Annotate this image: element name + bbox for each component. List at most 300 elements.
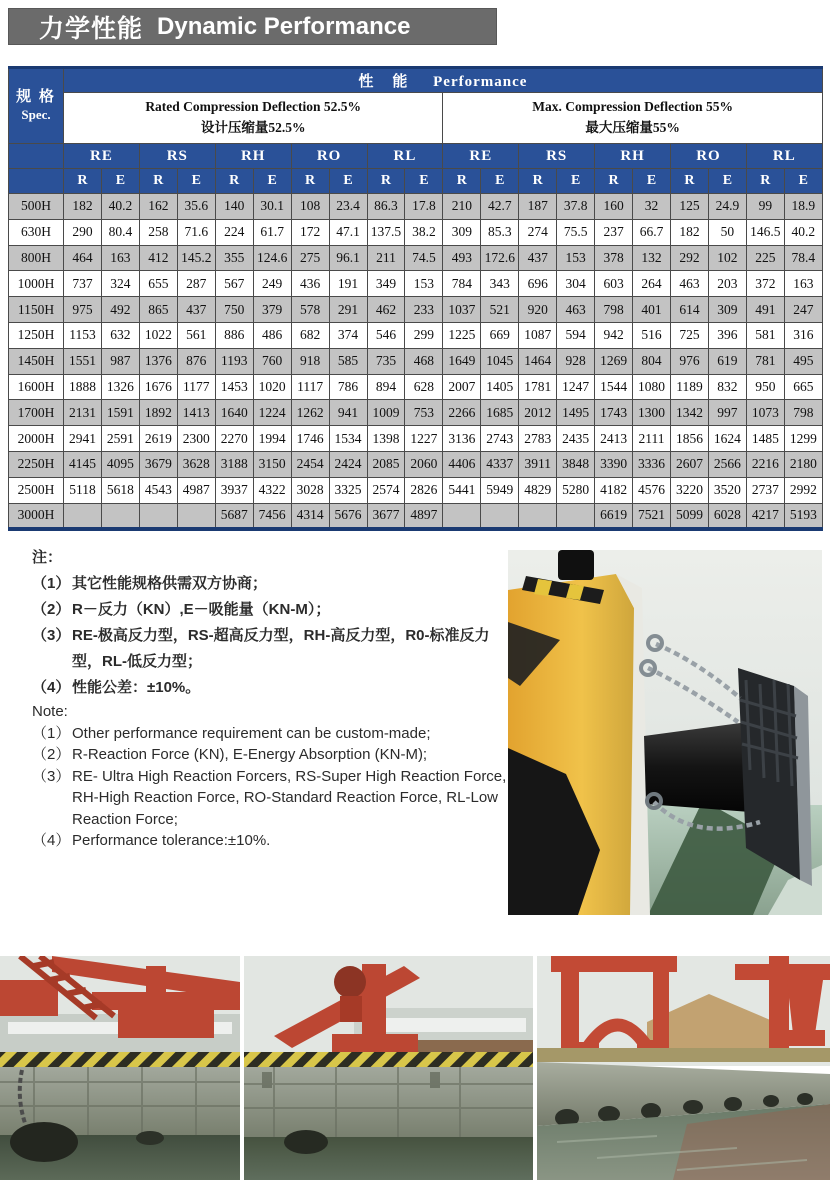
value-cell: 1624 — [708, 426, 746, 452]
value-cell: 436 — [291, 271, 329, 297]
sub-header-e: E — [784, 169, 822, 194]
value-cell: 2992 — [784, 477, 822, 503]
spec-header: 规 格 Spec. — [9, 68, 64, 144]
value-cell: 2266 — [443, 400, 481, 426]
value-cell: 1269 — [595, 348, 633, 374]
warehouse-windows — [366, 1018, 526, 1032]
value-cell: 40.2 — [784, 219, 822, 245]
spec-cell: 630H — [9, 219, 64, 245]
value-cell: 865 — [139, 297, 177, 323]
value-cell: 249 — [253, 271, 291, 297]
value-cell: 17.8 — [405, 194, 443, 220]
value-cell: 798 — [784, 400, 822, 426]
sub-header-r: R — [367, 169, 405, 194]
value-cell: 3679 — [139, 451, 177, 477]
value-cell — [139, 503, 177, 529]
value-cell: 735 — [367, 348, 405, 374]
value-cell: 581 — [746, 322, 784, 348]
value-cell — [481, 503, 519, 529]
value-cell: 211 — [367, 245, 405, 271]
sub-header-r: R — [291, 169, 329, 194]
value-cell: 50 — [708, 219, 746, 245]
value-cell: 3520 — [708, 477, 746, 503]
value-cell: 2424 — [329, 451, 367, 477]
value-cell: 516 — [633, 322, 671, 348]
value-cell: 578 — [291, 297, 329, 323]
value-cell: 1888 — [64, 374, 102, 400]
value-cell: 163 — [101, 245, 139, 271]
hazard-stripe-edge — [0, 1052, 240, 1067]
value-cell: 2085 — [367, 451, 405, 477]
value-cell: 66.7 — [633, 219, 671, 245]
value-cell: 3911 — [519, 451, 557, 477]
spec-cell: 1000H — [9, 271, 64, 297]
note-number: （1） — [32, 724, 71, 742]
value-cell: 125 — [671, 194, 709, 220]
page-title-en: Dynamic Performance — [157, 12, 411, 40]
value-cell: 316 — [784, 322, 822, 348]
value-cell: 2111 — [633, 426, 671, 452]
value-cell: 396 — [708, 322, 746, 348]
value-cell: 1262 — [291, 400, 329, 426]
value-cell: 6619 — [595, 503, 633, 529]
value-cell: 942 — [595, 322, 633, 348]
value-cell: 2060 — [405, 451, 443, 477]
value-cell: 132 — [633, 245, 671, 271]
value-cell: 2591 — [101, 426, 139, 452]
value-cell: 1464 — [519, 348, 557, 374]
value-cell: 753 — [405, 400, 443, 426]
value-cell: 163 — [784, 271, 822, 297]
note-item — [32, 830, 508, 852]
value-cell: 80.4 — [101, 219, 139, 245]
value-cell: 3325 — [329, 477, 367, 503]
value-cell: 4987 — [177, 477, 215, 503]
value-cell — [557, 503, 595, 529]
value-cell: 4314 — [291, 503, 329, 529]
value-cell: 928 — [557, 348, 595, 374]
value-cell: 3150 — [253, 451, 291, 477]
note-number: （2） — [32, 746, 71, 763]
value-cell: 1300 — [633, 400, 671, 426]
value-cell: 2454 — [291, 451, 329, 477]
value-cell: 4145 — [64, 451, 102, 477]
value-cell: 1177 — [177, 374, 215, 400]
spec-cell: 500H — [9, 194, 64, 220]
value-cell: 2941 — [64, 426, 102, 452]
value-cell: 594 — [557, 322, 595, 348]
value-cell: 798 — [595, 297, 633, 323]
note-number: （1） — [32, 575, 71, 592]
value-cell: 682 — [291, 322, 329, 348]
vessel-mast — [558, 550, 594, 580]
value-cell: 655 — [139, 271, 177, 297]
value-cell: 876 — [177, 348, 215, 374]
value-cell: 287 — [177, 271, 215, 297]
value-cell: 5280 — [557, 477, 595, 503]
spec-cell: 1600H — [9, 374, 64, 400]
value-cell: 146.5 — [746, 219, 784, 245]
value-cell: 567 — [215, 271, 253, 297]
value-cell: 32 — [633, 194, 671, 220]
type-header-rs-rated: RS — [139, 144, 215, 169]
spec-cell: 1700H — [9, 400, 64, 426]
value-cell: 492 — [101, 297, 139, 323]
value-cell: 997 — [708, 400, 746, 426]
type-header-row — [9, 144, 823, 169]
value-cell: 1994 — [253, 426, 291, 452]
value-cell: 1376 — [139, 348, 177, 374]
value-cell: 4897 — [405, 503, 443, 529]
type-header-re-max: RE — [443, 144, 519, 169]
value-cell: 210 — [443, 194, 481, 220]
page-title — [8, 8, 497, 45]
sub-header-e: E — [177, 169, 215, 194]
value-cell: 760 — [253, 348, 291, 374]
value-cell: 3188 — [215, 451, 253, 477]
crane-cable-spool — [334, 966, 366, 998]
value-cell: 1495 — [557, 400, 595, 426]
value-cell: 299 — [405, 322, 443, 348]
value-cell: 614 — [671, 297, 709, 323]
value-cell: 247 — [784, 297, 822, 323]
value-cell: 2826 — [405, 477, 443, 503]
notes-en-list — [28, 723, 508, 852]
spec-cell: 800H — [9, 245, 64, 271]
sub-header-r: R — [671, 169, 709, 194]
table-row — [9, 477, 823, 503]
value-cell: 30.1 — [253, 194, 291, 220]
value-cell: 153 — [405, 271, 443, 297]
value-cell: 102 — [708, 245, 746, 271]
value-cell: 585 — [329, 348, 367, 374]
note-text: Performance tolerance:±10%. — [72, 832, 271, 849]
value-cell: 124.6 — [253, 245, 291, 271]
value-cell: 4543 — [139, 477, 177, 503]
value-cell: 258 — [139, 219, 177, 245]
performance-header: 性 能 Performance — [64, 68, 823, 93]
value-cell: 1676 — [139, 374, 177, 400]
value-cell: 2783 — [519, 426, 557, 452]
note-item — [32, 623, 506, 675]
value-cell: 3848 — [557, 451, 595, 477]
sub-header-row — [9, 169, 823, 194]
value-cell: 781 — [746, 348, 784, 374]
value-cell: 264 — [633, 271, 671, 297]
sub-header-r: R — [746, 169, 784, 194]
value-cell: 191 — [329, 271, 367, 297]
table-row — [9, 271, 823, 297]
performance-table — [8, 66, 823, 531]
note-item — [32, 675, 506, 701]
spec-blank-cell — [9, 169, 64, 194]
sub-header-e: E — [101, 169, 139, 194]
value-cell: 1892 — [139, 400, 177, 426]
table-row — [9, 245, 823, 271]
value-cell: 237 — [595, 219, 633, 245]
value-cell: 437 — [519, 245, 557, 271]
value-cell: 2131 — [64, 400, 102, 426]
value-cell: 2300 — [177, 426, 215, 452]
note-item — [32, 744, 508, 766]
value-cell: 486 — [253, 322, 291, 348]
value-cell: 1405 — [481, 374, 519, 400]
value-cell: 3677 — [367, 503, 405, 529]
page-title-zh: 力学性能 — [39, 14, 144, 43]
value-cell: 75.5 — [557, 219, 595, 245]
value-cell: 1685 — [481, 400, 519, 426]
value-cell: 108 — [291, 194, 329, 220]
value-cell: 950 — [746, 374, 784, 400]
sub-header-e: E — [557, 169, 595, 194]
value-cell: 309 — [443, 219, 481, 245]
value-cell: 5441 — [443, 477, 481, 503]
table-row — [9, 451, 823, 477]
notes-zh-heading: 注： — [32, 549, 63, 566]
value-cell: 987 — [101, 348, 139, 374]
value-cell: 464 — [64, 245, 102, 271]
dock-photo-3 — [537, 956, 830, 1180]
value-cell: 463 — [557, 297, 595, 323]
value-cell: 18.9 — [784, 194, 822, 220]
value-cell: 976 — [671, 348, 709, 374]
dock-photo-1-graphic — [0, 956, 240, 1180]
value-cell: 920 — [519, 297, 557, 323]
group-header-max: Max. Compression Deflection 55% 最大压缩量55% — [443, 93, 822, 144]
value-cell — [443, 503, 481, 529]
notes-zh-list — [28, 571, 506, 701]
type-header-ro-max: RO — [671, 144, 747, 169]
value-cell: 172 — [291, 219, 329, 245]
value-cell: 2180 — [784, 451, 822, 477]
value-cell: 2737 — [746, 477, 784, 503]
spec-cell: 3000H — [9, 503, 64, 529]
value-cell: 6028 — [708, 503, 746, 529]
spec-cell: 1150H — [9, 297, 64, 323]
value-cell: 1640 — [215, 400, 253, 426]
value-cell: 182 — [671, 219, 709, 245]
sub-header-r: R — [64, 169, 102, 194]
sub-header-r: R — [443, 169, 481, 194]
value-cell: 85.3 — [481, 219, 519, 245]
value-cell: 1225 — [443, 322, 481, 348]
value-cell: 160 — [595, 194, 633, 220]
value-cell: 233 — [405, 297, 443, 323]
value-cell: 975 — [64, 297, 102, 323]
spec-cell: 2500H — [9, 477, 64, 503]
value-cell: 5676 — [329, 503, 367, 529]
value-cell: 4576 — [633, 477, 671, 503]
spec-blank-cell — [9, 144, 64, 169]
value-cell: 153 — [557, 245, 595, 271]
note-number: （4） — [32, 679, 71, 696]
value-cell: 2012 — [519, 400, 557, 426]
value-cell: 804 — [633, 348, 671, 374]
value-cell: 38.2 — [405, 219, 443, 245]
value-cell: 2270 — [215, 426, 253, 452]
table-row — [9, 348, 823, 374]
value-cell: 2435 — [557, 426, 595, 452]
dock-photo-3-graphic — [537, 956, 830, 1180]
sub-header-e: E — [253, 169, 291, 194]
value-cell: 3336 — [633, 451, 671, 477]
note-item — [32, 723, 508, 745]
spec-cell: 1450H — [9, 348, 64, 374]
value-cell: 1743 — [595, 400, 633, 426]
value-cell: 918 — [291, 348, 329, 374]
value-cell: 137.5 — [367, 219, 405, 245]
dock-photo-2-graphic — [244, 956, 533, 1180]
note-text: 性能公差：±10%。 — [72, 679, 201, 696]
value-cell: 632 — [101, 322, 139, 348]
value-cell: 378 — [595, 245, 633, 271]
sub-header-e: E — [481, 169, 519, 194]
value-cell: 1080 — [633, 374, 671, 400]
value-cell: 669 — [481, 322, 519, 348]
value-cell: 23.4 — [329, 194, 367, 220]
value-cell — [64, 503, 102, 529]
value-cell: 462 — [367, 297, 405, 323]
value-cell: 1227 — [405, 426, 443, 452]
value-cell: 4182 — [595, 477, 633, 503]
value-cell: 5099 — [671, 503, 709, 529]
value-cell: 86.3 — [367, 194, 405, 220]
sub-header-e: E — [329, 169, 367, 194]
value-cell: 725 — [671, 322, 709, 348]
sub-header-r: R — [595, 169, 633, 194]
value-cell: 274 — [519, 219, 557, 245]
sub-header-r: R — [519, 169, 557, 194]
type-header-rh-rated: RH — [215, 144, 291, 169]
value-cell: 47.1 — [329, 219, 367, 245]
value-cell: 1856 — [671, 426, 709, 452]
value-cell: 1193 — [215, 348, 253, 374]
value-cell: 1153 — [64, 322, 102, 348]
value-cell: 291 — [329, 297, 367, 323]
value-cell: 162 — [139, 194, 177, 220]
value-cell: 1020 — [253, 374, 291, 400]
value-cell: 1022 — [139, 322, 177, 348]
note-item — [32, 571, 506, 597]
value-cell: 1485 — [746, 426, 784, 452]
dock-fender — [10, 1122, 78, 1162]
value-cell: 1649 — [443, 348, 481, 374]
notes-english — [28, 701, 508, 852]
value-cell: 2007 — [443, 374, 481, 400]
value-cell: 1413 — [177, 400, 215, 426]
table-row — [9, 322, 823, 348]
value-cell: 437 — [177, 297, 215, 323]
value-cell — [101, 503, 139, 529]
value-cell: 78.4 — [784, 245, 822, 271]
value-cell: 1299 — [784, 426, 822, 452]
type-header-rs-max: RS — [519, 144, 595, 169]
value-cell: 40.2 — [101, 194, 139, 220]
value-cell: 2216 — [746, 451, 784, 477]
value-cell: 182 — [64, 194, 102, 220]
value-cell: 468 — [405, 348, 443, 374]
value-cell: 343 — [481, 271, 519, 297]
value-cell: 1045 — [481, 348, 519, 374]
value-cell: 304 — [557, 271, 595, 297]
value-cell: 1591 — [101, 400, 139, 426]
value-cell: 3390 — [595, 451, 633, 477]
note-item — [32, 597, 506, 623]
value-cell: 4322 — [253, 477, 291, 503]
dock-apron — [537, 1048, 830, 1062]
value-cell: 187 — [519, 194, 557, 220]
note-number: （4） — [32, 832, 71, 849]
note-text: 其它性能规格供需双方协商； — [72, 575, 268, 592]
value-cell: 4829 — [519, 477, 557, 503]
value-cell: 546 — [367, 322, 405, 348]
value-cell: 412 — [139, 245, 177, 271]
value-cell: 225 — [746, 245, 784, 271]
value-cell: 292 — [671, 245, 709, 271]
value-cell: 894 — [367, 374, 405, 400]
note-text: R－反力（KN）,E－吸能量（KN-M）； — [72, 601, 331, 618]
value-cell: 3220 — [671, 477, 709, 503]
type-header-ro-rated: RO — [291, 144, 367, 169]
value-cell: 5118 — [64, 477, 102, 503]
value-cell: 140 — [215, 194, 253, 220]
value-cell: 2619 — [139, 426, 177, 452]
notes-chinese — [28, 545, 506, 701]
value-cell: 203 — [708, 271, 746, 297]
sub-header-r: R — [139, 169, 177, 194]
sub-header-e: E — [633, 169, 671, 194]
table-row — [9, 426, 823, 452]
spec-cell: 2250H — [9, 451, 64, 477]
value-cell: 2566 — [708, 451, 746, 477]
value-cell: 71.6 — [177, 219, 215, 245]
value-cell: 3937 — [215, 477, 253, 503]
value-cell: 491 — [746, 297, 784, 323]
table-row — [9, 503, 823, 529]
note-number: （3） — [32, 767, 71, 785]
value-cell: 145.2 — [177, 245, 215, 271]
value-cell: 886 — [215, 322, 253, 348]
value-cell — [519, 503, 557, 529]
note-text: RE- Ultra High Reaction Forcers, RS-Super High Reaction Force, RH-High Reaction Force, RO-Standard Reaction Force, RL-Low Reaction Force; — [72, 767, 507, 828]
hazard-stripe-edge — [244, 1052, 533, 1067]
value-cell: 35.6 — [177, 194, 215, 220]
value-cell: 1398 — [367, 426, 405, 452]
value-cell: 1117 — [291, 374, 329, 400]
value-cell: 1073 — [746, 400, 784, 426]
value-cell: 275 — [291, 245, 329, 271]
fender-photo-graphic — [508, 550, 822, 915]
value-cell: 24.9 — [708, 194, 746, 220]
value-cell: 628 — [405, 374, 443, 400]
value-cell: 1224 — [253, 400, 291, 426]
type-header-rl-rated: RL — [367, 144, 443, 169]
table-row — [9, 194, 823, 220]
value-cell: 750 — [215, 297, 253, 323]
value-cell: 5949 — [481, 477, 519, 503]
value-cell: 603 — [595, 271, 633, 297]
value-cell: 463 — [671, 271, 709, 297]
value-cell: 224 — [215, 219, 253, 245]
value-cell: 290 — [64, 219, 102, 245]
group-header-rated: Rated Compression Deflection 52.5% 设计压缩量52.5% — [64, 93, 443, 144]
value-cell: 379 — [253, 297, 291, 323]
value-cell: 3628 — [177, 451, 215, 477]
dock-fender — [136, 1131, 164, 1145]
value-cell: 561 — [177, 322, 215, 348]
value-cell: 696 — [519, 271, 557, 297]
note-item — [32, 766, 508, 831]
